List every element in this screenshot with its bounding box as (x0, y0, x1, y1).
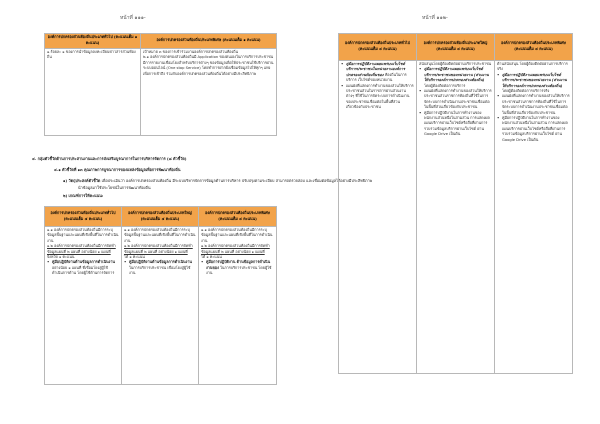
table-2-header-special: องค์การปกครองส่วนท้องถิ่นประเภทพิเศษ (คะแนนเต็ม ๔ คะแนน) (199, 207, 277, 227)
bullet-bold: คู่มือการปฏิบัติงานเผยแพร่บนเว็บไซต์บริการประชาชนของหน่วยงาน (ส่วนงานให้บริการองค์การปกครองส่วนท้องถิ่น) (502, 72, 567, 88)
table-1-header-special: องค์การปกครองส่วนท้องถิ่นประเภทพิเศษ (คะแนนเต็ม ๑ คะแนน) (141, 34, 277, 49)
page-number: หน้าที่ ๑๑๒- (422, 15, 448, 21)
criteria-bullet (201, 260, 274, 276)
section-heading: ๔. กลุ่มตัวชี้วัดด้านการประสานงานและการส่งเสริมบูรณาการในการบริหารจัดการ (๘ ตัวชี้วัด) (32, 156, 187, 161)
table-2-cell-general (45, 227, 122, 385)
criteria-text: สนับสนุนโดยผู้ต้องติดต่อผ่านบริการประชาชน (419, 62, 492, 66)
bullet-bold: คู่มือปฏิบัติงานด้านข้อมูลการดำเนินงาน (52, 260, 115, 265)
criteria-score: ได้ ๑ คะแนน (124, 255, 145, 260)
table-1-item-2: ๒.๑ องค์การปกครองส่วนท้องถิ่นมี Application ของตนเองในการบริการประชาชน มีการรายงานเชื่อมโยงสำหรับบริการต่างๆ ของข้อมูลเพื่อให้ประชาชนใช้บริการผ่านระบบออนไลน์ (One stop Service) โดยทำการฝากฝั่งเชื่อมข้อมูลไปให้ทุกๆ แห่งเพื่อการเข้าถึง ร่วมกับองค์การปกครองส่วนท้องถิ่นได้อย่างมีประสิทธิภาพ (143, 55, 274, 76)
criteria-bullet: • คู่มือการปฏิบัติงานในการทำงานของพนักงานส่วนหนึ่งในสามส่วน การแสดงผลแผนบริการผ่านเว็บไซต์หรือสื่อที่ผ่านการรวบรวมข้อมูลบริการผ่านเว็บไซต์ ผ่าน Google Drive เป็นต้น (497, 116, 570, 143)
table-1-header-general: องค์การปกครองส่วนท้องถิ่นประเภททั่วไป (คะแนนเต็ม ๑ คะแนน) (45, 34, 141, 49)
objective-label: ๑) วัตถุประสงค์ตัวชี้วัด (63, 178, 101, 183)
table-3-cell-special (495, 61, 573, 374)
page-number: หน้าที่ ๑๑๑- (120, 15, 146, 21)
bullet-bold: คู่มือการปฏิบัติงานเผยแพร่บนเว็บไซต์บริการประชาชนในหน่วยงานองค์การปกครองส่วนท้องถิ่นของ (346, 62, 406, 77)
table-3-cell-general (339, 61, 417, 374)
bullet-text: ในการบริการประชาชน เชื่อมโยงสู่ผู้ใช้งาน (129, 265, 191, 276)
table-2 (44, 206, 277, 385)
table-2-cell-large (122, 227, 199, 385)
table-3-header-general: องค์การปกครองส่วนท้องถิ่นประเภททั่วไป (คะแนนเต็ม ๔ คะแนน) (339, 34, 417, 61)
table-2-header-general: องค์การปกครองส่วนท้องถิ่นประเภททั่วไป (คะแนนเต็ม ๔ คะแนน) (45, 207, 122, 227)
table-2-cell-special (199, 227, 277, 385)
right-page (304, 0, 600, 424)
bullet-bold: คู่มือปฏิบัติงานด้านข้อมูลการดำเนินงาน (129, 260, 192, 265)
table-3-cell-large (417, 61, 495, 374)
criteria-item: ๑.๒ องค์การปกครองส่วนท้องถิ่นมีการจัดทำข้อมูลแผนที่ ๒ แผนที่ อย่างน้อย ๑ แผนที่ (201, 244, 270, 254)
table-3-header-large: องค์การปกครองส่วนท้องถิ่นประเภทใหญ่ (คะแนนเต็ม ๔ คะแนน) (417, 34, 495, 61)
criteria-item: ๑.๑ องค์การปกครองส่วนท้องถิ่นมีการระบุข้อมูลพื้นฐานและแผนที่เชิงพื้นที่ในการดำเนินงาน (47, 228, 119, 243)
indicator-heading: ๔.๑ ตัวชี้วัดที่ ๑๓ คุณภาพการบูรณาการของแหล่งข้อมูลเพื่อการพัฒนาท้องถิ่น (54, 167, 181, 172)
criteria-bullet: • คู่มือการปฏิบัติงานในการทำงานของพนักงานส่วนหนึ่งในสามส่วน การแสดงผลแผนบริการผ่านเว็บไซต์หรือสื่อที่ผ่านการรวบรวมข้อมูลบริการผ่านเว็บไซต์ ผ่าน Google Drive เป็นต้น (419, 111, 492, 138)
table-1 (44, 33, 277, 136)
table-1-item-1: เป้าหมาย ๓ ของการเข้าร่วมงานองค์การปกครองส่วนท้องถิ่น (143, 50, 239, 54)
criteria-bullet: • แผนผังที่แสดงการทำงานของส่วนให้บริการประชาชนส่วนราชการท้องถิ่นที่ใช้ในการจัดระบบการดำเนินงานประชาชนเชื่อมต่อในพื้นที่ส่วนเกี่ยวข้องกับประชาชน (419, 89, 492, 111)
objective-text-2: นำข้อมูลมาใช้ประโยชน์ในการพัฒนาท้องถิ่น (78, 185, 151, 190)
criteria-item: ๑.๒ องค์การปกครองส่วนท้องถิ่นมีการจัดทำข้อมูลแผนที่ ๒ แผนที่ อย่างน้อย ๑ แผนที่ (47, 244, 116, 254)
bullet-text: อย่างน้อย ๑ แผนที่ ที่เชื่อมโยงสู่ผู้ใช้ ดำเนินการด้าน โดยผู้ใช้ด้านการจัดการ (52, 265, 115, 276)
criteria-bullet (341, 62, 414, 84)
bullet-bold: คู่มือการปฏิบัติงาน ด้านข้อมูลการดำเนินงานของ (206, 260, 271, 270)
criteria-item: ๑.๒ องค์การปกครองส่วนท้องถิ่นมีการจัดทำข้อมูลแผนที่ ๒ แผนที่ อย่างน้อย ๑ แผนที่ (124, 244, 193, 254)
table-3 (338, 33, 573, 374)
criteria-bullet: • แผนผังที่แสดงการทำงานของส่วนให้บริการประชาชนส่วนราชการท้องถิ่นที่ใช้ในการจัดระบบการดำเนินงานประชาชนเชื่อมต่อในพื้นที่ส่วนเกี่ยวข้องกับประชาชน (497, 94, 570, 116)
criteria-bullet (47, 260, 119, 276)
table-2-header-large: องค์การปกครองส่วนท้องถิ่นประเภทใหญ่ (คะแนนเต็ม ๔ คะแนน) (122, 207, 199, 227)
objective-text: เพื่อประเมินว่า องค์การปกครองส่วนท้องถิ่น มีระบบบริหารจัดการข้อมูลด้านการบริหาร ปรับปรุงตามระเบียบ สามารถตรวจสอบ และเชื่อมต่อข้อมูลได้อย่างมีประสิทธิภาพ (101, 178, 373, 183)
bullet-text: โดยผู้ต้องติดต่อการบริการจริง (502, 89, 550, 94)
criteria-score: ได้ ๑ คะแนน (201, 255, 222, 260)
table-1-cell-special (141, 49, 277, 136)
criteria-score: จังหวัด ๑ คะแนน (47, 255, 75, 260)
criteria-bullet (497, 73, 570, 95)
criteria-item: ๑.๑ องค์การปกครองส่วนท้องถิ่นมีการระบุข้อมูลพื้นฐานและแผนที่เชิงพื้นที่ในการดำเนินงาน (124, 228, 196, 243)
table-3-header-special: องค์การปกครองส่วนท้องถิ่นประเภทพิเศษ (คะแนนเต็ม ๔ คะแนน) (495, 34, 573, 61)
bullet-bold: คู่มือการปฏิบัติงานเผยแพร่บนเว็บไซต์บริการประชาชนของหน่วยงาน (ส่วนงานให้บริการองค์การปกครองส่วนท้องถิ่น) (424, 67, 489, 83)
bullet-text: ท้องถิ่นในการบริการ เว็บไซต์ของหน่วยงาน (346, 72, 407, 83)
bullet-text: ในการบริการประชาชน โดยผู้ใช้งาน (206, 265, 272, 276)
criteria-item: ๑.๑ องค์การปกครองส่วนท้องถิ่นมีการระบุข้อมูลพื้นฐานและแผนที่เชิงพื้นที่ในการดำเนินงาน (201, 228, 273, 243)
bullet-text: โดยผู้ต้องติดต่อการบริการ (424, 83, 466, 88)
criteria-bullet: • แผนผังที่แสดงการทำงานของส่วนให้บริการประชาชนส่วนในราชการผ่านส่วนงานต่างๆ ที่ใช้ในการจัดระบบการดำเนินงานของประชาชนเชื่อมต่อในพื้นที่ส่วนเกี่ยวข้องกับประชาชน (341, 84, 414, 111)
table-1-cell-general: ๑.ร้อยละ ๑ ของการนำข้อมูลลงทะเบียนข่าวสารส่วนท้องถิ่น (45, 49, 141, 136)
criteria-text: ด้านสนับสนุน โดยผู้ต้องติดต่อผ่านการบริการจริง (497, 62, 568, 72)
criteria-bullet (419, 67, 492, 89)
criteria-bullet (124, 260, 196, 276)
criteria-label: ๒) เกณฑ์การให้คะแนน: (63, 193, 104, 198)
